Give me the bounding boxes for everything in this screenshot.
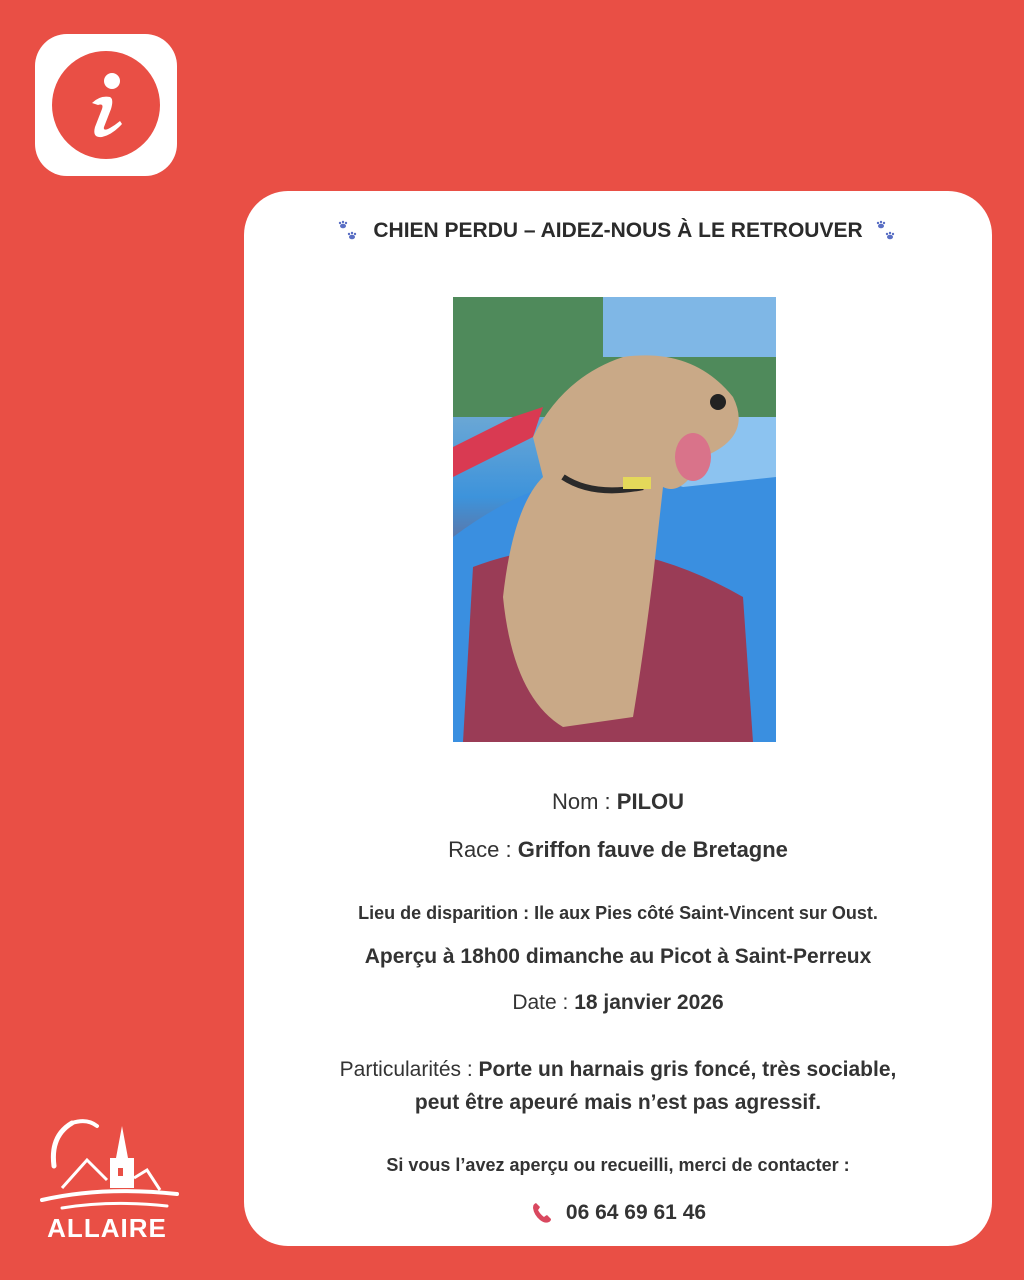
phone-icon <box>530 1201 554 1225</box>
paw-prints-icon <box>337 219 361 243</box>
dog-name-value: PILOU <box>616 789 685 814</box>
date-value: 18 janvier 2026 <box>574 991 724 1014</box>
last-seen: Aperçu à 18h00 dimanche au Picot à Saint-Perreux <box>364 945 872 968</box>
paw-prints-icon <box>875 219 899 243</box>
info-icon <box>52 51 160 159</box>
phone-number[interactable]: 06 64 69 61 46 <box>565 1201 707 1224</box>
info-badge <box>35 34 177 176</box>
disappearance-date: Date : 18 janvier 2026 <box>512 991 724 1014</box>
headline-text: CHIEN PERDU – AIDEZ-NOUS À LE RETROUVER <box>373 219 863 242</box>
contact-text: Si vous l’avez aperçu ou recueilli, merci de contacter : <box>386 1155 850 1175</box>
town-church-icon <box>32 1108 182 1218</box>
headline <box>244 219 992 243</box>
particularities: Particularités : Porte un harnais gris foncé, très sociable, peut être apeuré mais n’est pas agressif. <box>339 1058 897 1114</box>
disappearance-location: Lieu de disparition : Ile aux Pies côté Saint-Vincent sur Oust. <box>358 903 878 923</box>
phone-contact[interactable] <box>244 1201 992 1225</box>
lost-dog-card <box>244 191 992 1246</box>
dog-breed-value: Griffon fauve de Bretagne <box>517 837 788 862</box>
dog-name: Nom : PILOU <box>551 789 685 814</box>
logo-text: ALLAIRE <box>47 1213 167 1243</box>
dog-photo <box>453 297 776 742</box>
dog-breed: Race : Griffon fauve de Bretagne <box>448 837 788 862</box>
allaire-logo <box>32 1108 182 1248</box>
